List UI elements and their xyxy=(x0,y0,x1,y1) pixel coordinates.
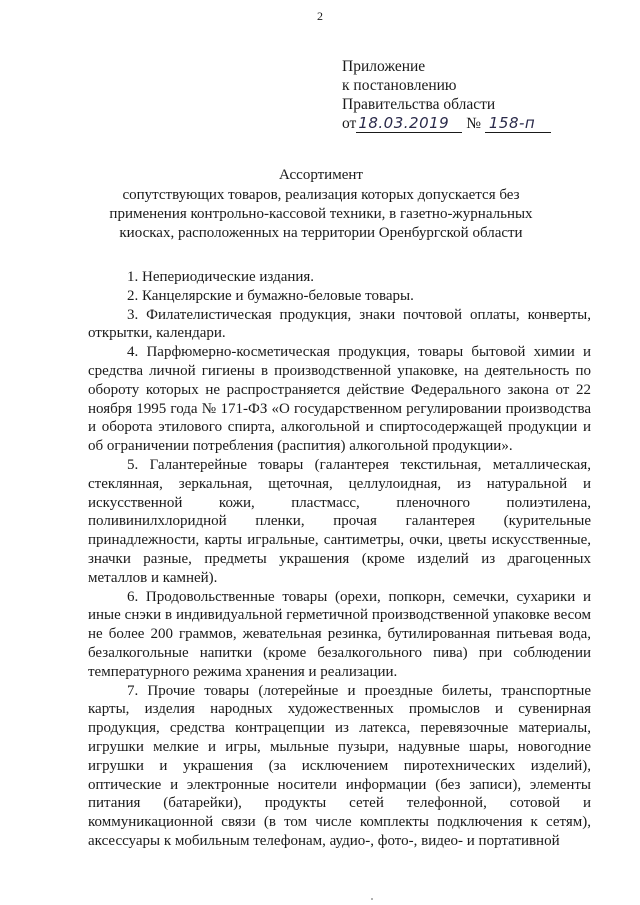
list-item-6: 6. Продовольственные товары (орехи, попкорн, семечки, сухарики и иные снэки в индивидуальной герметичной производственной упаковке весом не более 200 граммов, жевательная резинка, бутилированная питьевая вода, безалкогольные напитки (кроме безалкогольного пива) при соблюдении температурного режима хранения и реализации. xyxy=(88,588,591,680)
handwritten-date: 18.03.2019 xyxy=(356,115,462,133)
document-body xyxy=(88,268,591,851)
appendix-line-1: Приложение xyxy=(342,58,426,75)
document-subtitle: сопутствующих товаров, реализация которых допускается без применения контрольно-кассовой техники, в газетно-журнальных киосках, расположенных на территории Оренбургской области xyxy=(109,187,533,241)
appendix-date-number-line xyxy=(342,114,602,133)
list-item-1: 1. Непериодические издания. xyxy=(127,269,315,285)
document-title-block xyxy=(90,166,552,243)
page-number: 2 xyxy=(317,9,323,23)
list-item-5: 5. Галантерейные товары (галантерея текстильная, металлическая, стеклянная, зеркальная, щеточная, целлулоидная, из натуральной и искусственной кожи, пластмасс, пленочного полиэтилена, поливинилхлоридной пленки, прочая галантерея (курительные принадлежности, карты игральные, сантиметры, очки, цветы искусственные, значки разные, предметы украшения (кроме изделий из драгоценных металлов и камней). xyxy=(88,456,591,586)
document-title: Ассортимент xyxy=(279,167,363,183)
appendix-header xyxy=(342,57,602,133)
from-label: от xyxy=(342,115,357,132)
list-item-2: 2. Канцелярские и бумажно-беловые товары. xyxy=(127,287,414,304)
scan-speck xyxy=(371,898,373,900)
handwritten-number: 158-п xyxy=(485,115,551,133)
list-item-4: 4. Парфюмерно-косметическая продукция, товары бытовой химии и средства личной гигиены в производственной упаковке, на деятельность по обороту которых не распространяется действие Федерального закона от 22 ноября 1995 года № 171-ФЗ «О государственном регулировании производства и оборота этилового спирта, алкогольной и спиртосодержащей продукции и об ограничении потребления (распития) алкогольной продукции». xyxy=(88,344,591,455)
list-item-7: 7. Прочие товары (лотерейные и проездные билеты, транспортные карты, изделия народных художественных промыслов и сувенирная продукция, средства контрацепции из латекса, перевязочные материалы, игрушки мелкие и игры, мыльные пузыри, надувные шары, новогодние игрушки и украшения (за исключением пиротехнических изделий), оптические и электронные носители информации (без записи), элементы питания (батарейки), продукты сетей телефонной, сотовой и коммуникационной связи (в том числе комплекты подключения к сетям), аксессуары к мобильным телефонам, аудио-, фото-, видео- и портативной xyxy=(88,682,591,849)
appendix-line-2: к постановлению xyxy=(342,77,457,94)
number-label: № xyxy=(466,115,481,132)
list-item-3: 3. Филателистическая продукция, знаки почтовой оплаты, конверты, открытки, календари. xyxy=(88,306,591,342)
appendix-line-3: Правительства области xyxy=(342,96,496,113)
